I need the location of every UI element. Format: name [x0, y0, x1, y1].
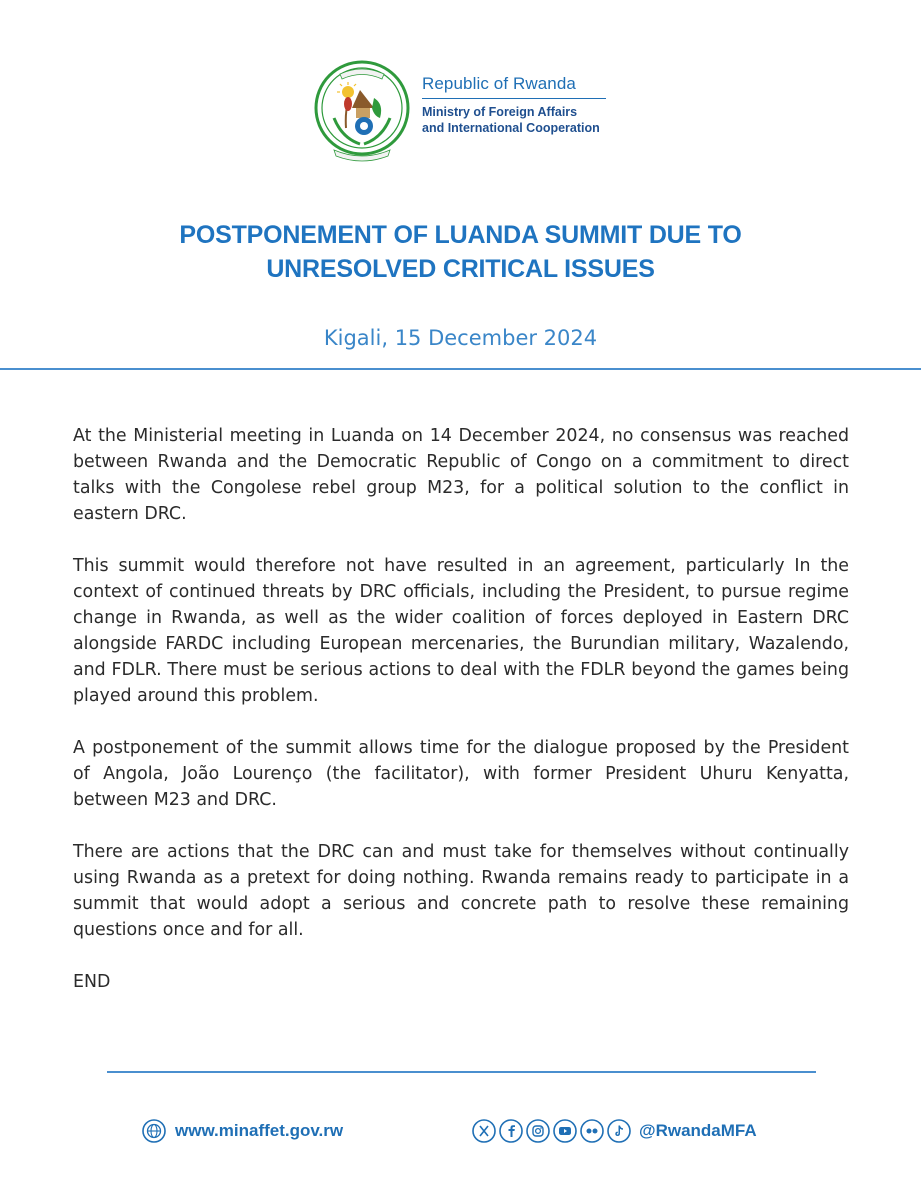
footer-divider — [107, 1071, 816, 1073]
paragraph-1: At the Ministerial meeting in Luanda on 14 December 2024, no consensus was reached between Rwanda and the Democratic Republic of Congo on a commitment to direct talks with the Congolese rebel group M23, for a political solution to the conflict in eastern DRC. — [73, 426, 849, 524]
title-line-2: UNRESOLVED CRITICAL ISSUES — [266, 255, 655, 283]
globe-icon — [142, 1119, 166, 1143]
document-title — [60, 218, 861, 286]
facebook-icon[interactable] — [499, 1119, 523, 1143]
statement-body — [73, 423, 849, 1021]
tiktok-icon[interactable] — [607, 1119, 631, 1143]
dateline: Kigali, 15 December 2024 — [323, 326, 598, 350]
letterhead — [312, 58, 612, 168]
paragraph-2: This summit would therefore not have resulted in an agreement, particularly In the context of continued threats by DRC officials, including the President, to pursue regime change in Rwanda, as well as the wider coalition of forces deployed in Eastern DRC alongside FARDC including European mercenaries, the Burundian military, Wazalendo, and FDLR. There must be serious actions to deal with the FDLR beyond the games being played around this problem. — [73, 556, 849, 706]
organization-name — [422, 74, 612, 136]
social-handle[interactable]: @RwandaMFA — [639, 1121, 757, 1140]
paragraph-3: A postponement of the summit allows time for the dialogue proposed by the President of Angola, João Lourenço (the facilitator), with former President Uhuru Kenyatta, between M23 and DRC. — [73, 738, 849, 810]
x-icon[interactable] — [472, 1119, 496, 1143]
ministry-name-line-1: Ministry of Foreign Affairs — [422, 105, 578, 119]
youtube-icon[interactable] — [553, 1119, 577, 1143]
title-line-1: POSTPONEMENT OF LUANDA SUMMIT DUE TO — [179, 221, 742, 249]
title-divider — [0, 368, 921, 370]
country-name: Republic of Rwanda — [422, 74, 576, 93]
rwanda-coat-of-arms-seal — [312, 58, 412, 168]
instagram-icon[interactable] — [526, 1119, 550, 1143]
flickr-icon[interactable] — [580, 1119, 604, 1143]
footer-social — [472, 1117, 757, 1145]
end-mark: END — [73, 972, 111, 992]
paragraph-4: There are actions that the DRC can and must take for themselves without continually using Rwanda as a pretext for doing nothing. Rwanda remains ready to participate in a summit that would adopt a serious and concrete path to resolve these remaining questions once and for all. — [73, 842, 849, 940]
header-divider — [422, 98, 606, 99]
ministry-name-line-2: and International Cooperation — [422, 121, 600, 135]
website-link[interactable]: www.minaffet.gov.rw — [175, 1121, 344, 1140]
footer-website[interactable] — [142, 1117, 343, 1145]
